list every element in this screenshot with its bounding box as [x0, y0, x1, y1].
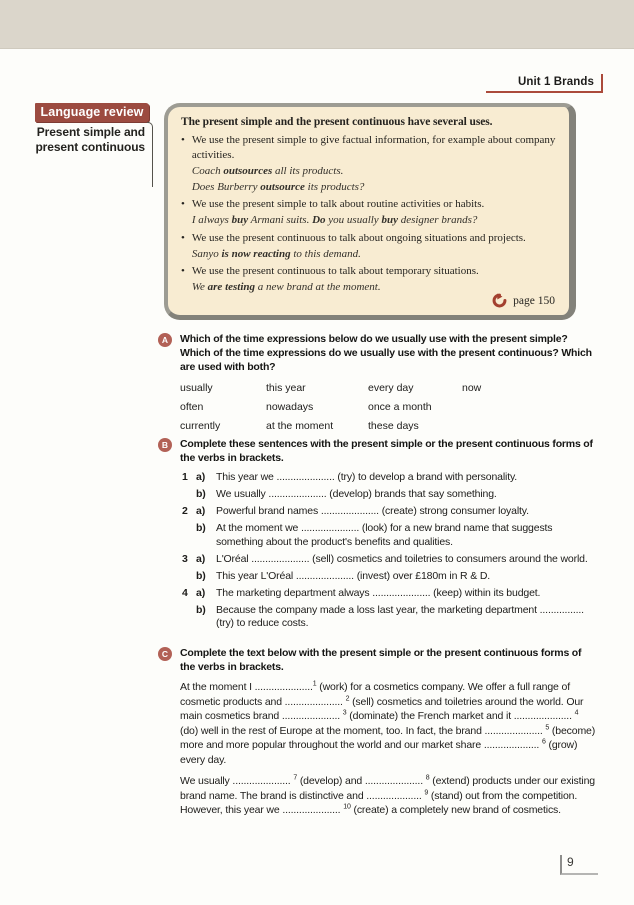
item-number: 1	[182, 471, 188, 483]
text-segment: (become) more and more popular throughout the world and our market share ....................	[180, 724, 596, 751]
grammar-rule	[192, 133, 559, 162]
text-segment: 7	[293, 774, 298, 782]
text-segment: (do) well in the rest of Europe at the moment, too. In fact, the brand .....................	[180, 724, 546, 737]
text-segment: We use the present simple to talk about routine activities or habits.	[191, 198, 485, 210]
exercise-c-heading: Complete the text below with the present simple or the present continuous forms of the verbs in brackets.	[180, 647, 582, 673]
grammar-bullet-body	[192, 264, 559, 295]
time-expression: these days	[368, 420, 419, 432]
item-letter: b)	[196, 488, 206, 500]
exercise-b-heading: Complete these sentences with the present simple or the present continuous forms of the verbs in brackets.	[180, 438, 593, 464]
bullet-icon: •	[181, 198, 185, 210]
grammar-bullet-body	[192, 197, 559, 228]
text-segment: Does Burberry	[191, 180, 261, 193]
exercise-item	[182, 488, 598, 502]
text-segment: (work) for a cosmetics company. We offer a full range of cosmetic products and .....................	[180, 681, 570, 708]
item-text[interactable]: We usually ..................... (develop) brands that say something.	[216, 488, 497, 500]
item-letter: b)	[196, 522, 206, 534]
text-segment: 6	[541, 738, 546, 746]
bullet-icon: •	[181, 134, 185, 146]
exercise-b-item-list	[182, 471, 598, 631]
text-segment: (create) a completely new brand of cosmetics.	[350, 804, 561, 816]
item-text[interactable]: The marketing department always ..................... (keep) within its budget.	[216, 586, 541, 599]
grammar-bullet	[181, 264, 559, 295]
text-segment: 3	[342, 709, 347, 717]
exercise-item	[182, 553, 598, 567]
text-segment: 9	[424, 789, 429, 796]
item-letter: a)	[196, 552, 206, 565]
text-segment: (stand) out from the competition. However, this year we .....................	[180, 789, 578, 816]
gap-fill-text	[180, 680, 598, 818]
exercise-c-badge: C	[158, 647, 172, 661]
text-segment: 4	[574, 709, 579, 717]
grammar-example	[192, 247, 559, 262]
empty-cell	[462, 400, 598, 414]
item-letter: a)	[196, 586, 206, 599]
exercise-item	[182, 522, 598, 549]
page-number-value: 9	[567, 855, 574, 869]
grammar-rule	[192, 231, 559, 246]
text-segment: We use the present continuous to talk about ongoing situations and projects.	[191, 231, 526, 244]
item-letter: b)	[196, 603, 206, 616]
sidebar-bracket-line	[147, 122, 153, 187]
item-text[interactable]: This year L'Oréal ..................... (invest) over £180m in R & D.	[216, 569, 491, 582]
text-segment: (dominate) the French market and it .....................	[346, 710, 575, 722]
grammar-box	[164, 103, 576, 320]
text-segment: (grow) every day.	[180, 739, 578, 766]
text-segment: outsource	[260, 180, 305, 193]
item-number: 4	[182, 586, 188, 599]
time-expression: currently	[180, 420, 221, 432]
text-segment: I always	[191, 214, 232, 226]
time-expression: nowadays	[266, 401, 314, 413]
text-segment: 2	[345, 695, 350, 702]
text-segment: outsources	[223, 164, 273, 177]
grammar-box-title: The present simple and the present continuous have several uses.	[181, 116, 493, 128]
grammar-bullet	[181, 197, 559, 228]
text-segment: Armani suits.	[248, 214, 313, 226]
empty-cell	[462, 419, 598, 433]
text-segment: 8	[425, 774, 430, 782]
exercise-item	[182, 587, 598, 601]
text-segment: 10	[343, 803, 351, 811]
exercise-a-heading: Which of the time expressions below do we usually use with the present simple? Which of the time expressions do we usually use with the present continuous? Which are used with both?	[180, 333, 592, 373]
item-number	[182, 604, 196, 631]
exercise-item	[182, 604, 598, 631]
grammar-example	[192, 180, 559, 195]
text-segment: buy	[231, 214, 249, 226]
grammar-example	[192, 164, 559, 179]
exercise-item	[182, 505, 598, 519]
grammar-rule	[192, 197, 559, 212]
exercise-b-badge: B	[158, 438, 172, 452]
bullet-icon: •	[181, 265, 185, 277]
time-expression: often	[180, 401, 204, 413]
time-expression: now	[462, 382, 482, 394]
exercise-item	[182, 471, 598, 485]
section-topic: Present simple and present continuous	[35, 125, 145, 154]
text-segment: 1	[312, 680, 317, 688]
text-segment: are testing	[207, 281, 256, 293]
grammar-bullet-body	[192, 133, 559, 194]
grammar-bullet	[181, 231, 559, 262]
time-expression-grid	[180, 381, 598, 433]
text-segment: (extend) products under our existing brand name. The brand is distinctive and ....................	[180, 775, 595, 802]
grammar-example	[192, 213, 559, 228]
unit-label: Unit 1 Brands	[517, 76, 594, 88]
item-letter: b)	[196, 569, 206, 582]
curved-arrow-icon	[492, 293, 507, 308]
gap-fill-paragraph[interactable]	[180, 774, 598, 818]
text-segment: you usually	[325, 214, 382, 226]
text-segment: (sell) cosmetics and toiletries around the world. Our main cosmetics brand .....................	[180, 695, 584, 722]
text-segment: We use the present simple to give factual information, for example about company activities.	[191, 134, 556, 161]
page-ref-label: page 150	[513, 294, 555, 307]
text-segment: a new brand at the moment.	[255, 281, 381, 293]
page-number	[560, 855, 598, 875]
item-letter: a)	[196, 505, 206, 517]
item-text[interactable]: Because the company made a loss last year, the marketing department ................ (try) to reduce costs.	[216, 603, 584, 629]
unit-header	[486, 74, 603, 93]
item-text[interactable]: This year we ..................... (try) to develop a brand with personality.	[216, 471, 518, 483]
bullet-icon: •	[181, 231, 185, 244]
text-segment: We use the present continuous to talk about temporary situations.	[191, 265, 479, 277]
text-segment: We	[191, 281, 208, 293]
text-segment: At the moment I .....................	[180, 681, 313, 693]
item-text[interactable]: At the moment we ..................... (look) for a new brand name that suggests something about the product's benefits and qualities.	[216, 522, 553, 548]
grammar-rule	[192, 264, 559, 279]
gap-fill-paragraph[interactable]	[180, 680, 598, 767]
item-number	[182, 522, 196, 549]
time-expression: at the moment	[266, 420, 334, 432]
grammar-bullet-body	[192, 231, 559, 262]
item-number: 3	[182, 552, 188, 565]
exercise-item	[182, 570, 598, 584]
exercise-b	[158, 437, 598, 634]
grammar-bullet-list	[181, 133, 559, 295]
text-segment: to this demand.	[290, 247, 361, 260]
language-review-tab: Language review	[35, 103, 149, 122]
scan-background-strip	[0, 0, 634, 49]
item-text[interactable]: Powerful brand names ..................... (create) strong consumer loyalty.	[216, 505, 529, 517]
text-segment: all its products.	[272, 164, 344, 177]
exercise-c	[158, 646, 598, 825]
text-segment: buy	[381, 214, 398, 226]
time-expression: every day	[368, 382, 414, 394]
exercise-a	[158, 332, 598, 433]
text-segment: (develop) and .....................	[297, 775, 426, 787]
item-text[interactable]: L'Oréal ..................... (sell) cosmetics and toiletries to consumers around the world.	[216, 552, 588, 565]
text-segment: 5	[545, 724, 550, 731]
text-segment: is now reacting	[221, 247, 291, 260]
text-segment: Do	[312, 214, 326, 226]
text-segment: its products?	[304, 180, 365, 193]
item-number: 2	[182, 505, 188, 517]
item-number	[182, 570, 196, 584]
page-reference-link[interactable]	[492, 293, 555, 308]
time-expression: usually	[180, 382, 213, 394]
grammar-bullet	[181, 133, 559, 194]
text-segment: We usually .....................	[180, 775, 294, 787]
text-segment: Sanyo	[191, 247, 222, 260]
text-segment: Coach	[191, 164, 224, 177]
item-number	[182, 488, 196, 502]
time-expression: once a month	[368, 401, 432, 413]
time-expression: this year	[266, 382, 306, 394]
exercise-a-badge: A	[158, 333, 172, 347]
item-letter: a)	[196, 471, 206, 483]
text-segment: designer brands?	[397, 214, 478, 226]
